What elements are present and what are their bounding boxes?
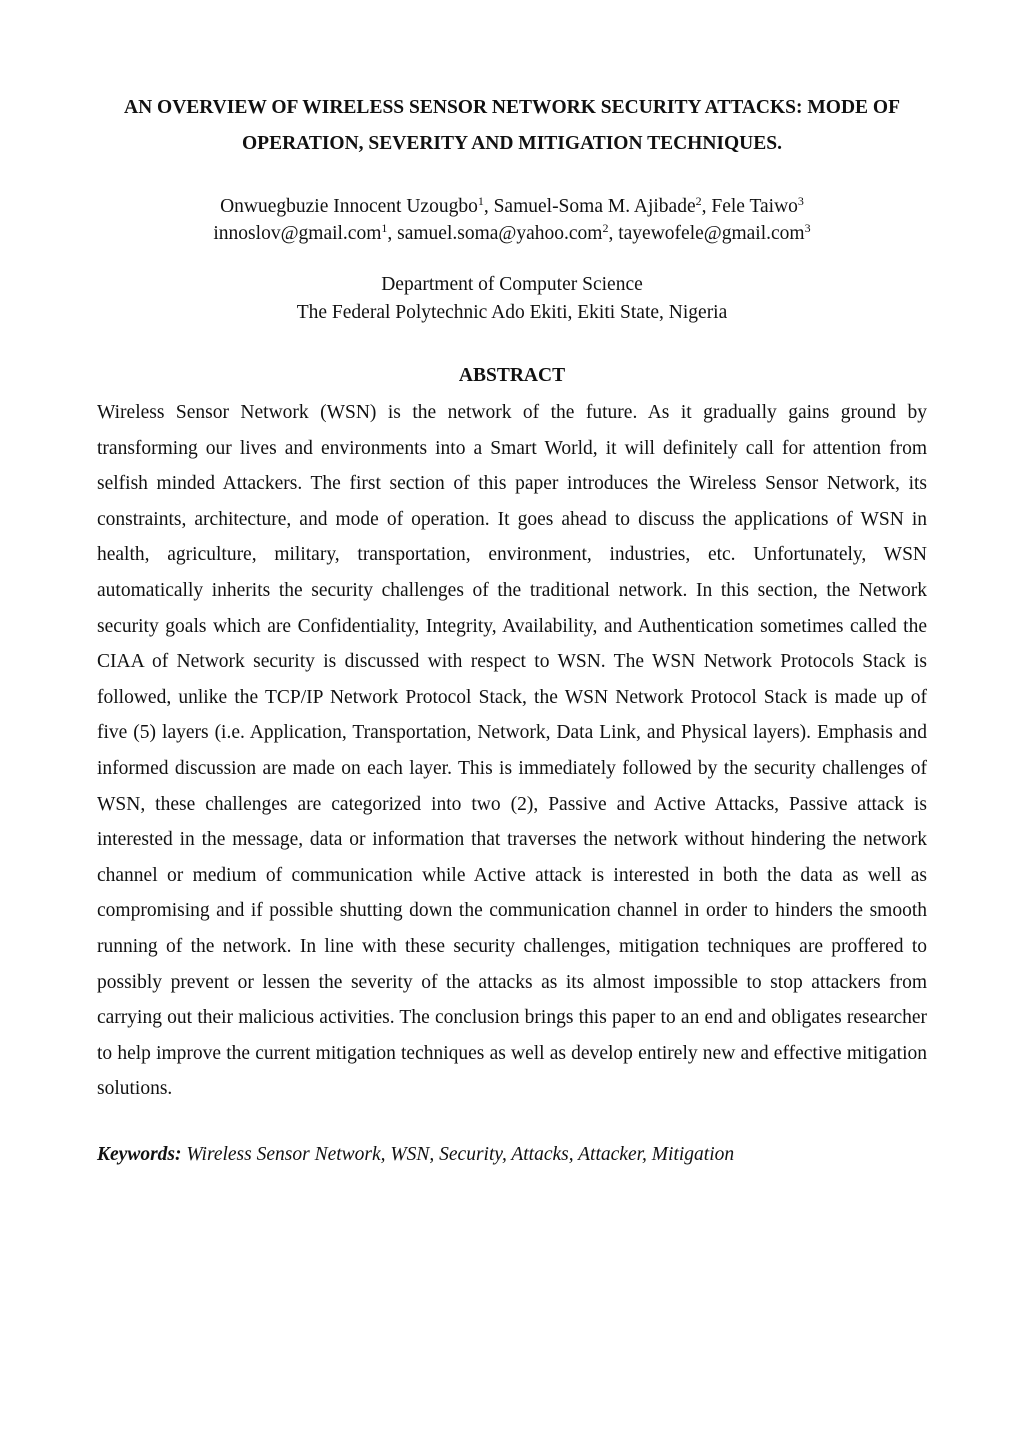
institution: The Federal Polytechnic Ado Ekiti, Ekiti State, Nigeria bbox=[296, 302, 728, 323]
abstract-body: Wireless Sensor Network (WSN) is the network of the future. As it gradually gains ground by transforming our lives and environments into a Smart World, it will definitely call for attention from selfish minded Attackers. The first section of this paper introduces the Wireless Sensor Network, its constraints, architecture, and mode of operation. It goes ahead to discuss the applications of WSN in health, agriculture, military, transportation, environment, industries, etc. Unfortunately, WSN automatically inherits the security challenges of the traditional network. In this section, the Network security goals which are Confidentiality, Integrity, Availability, and Authentication sometimes called the CIAA of Network security is discussed with respect to WSN. The WSN Network Protocols Stack is followed, unlike the TCP/IP Network Protocol Stack, the WSN Network Protocol Stack is made up of five (5) layers (i.e. Application, Transportation, Network, Data Link, and Physical layers). Emphasis and informed discussion are made on each layer. This is immediately followed by the security challenges of WSN, these challenges are categorized into two (2), Passive and Active Attacks, Passive attack is interested in the message, data or information that traverses the network without hindering the network channel or medium of communication while Active attack is interested in both the data as well as compromising and if possible shutting down the communication channel in order to hinders the smooth running of the network. In line with these security challenges, mitigation techniques are proffered to possibly prevent or lessen the severity of the attacks as its almost impossible to stop attackers from carrying out their malicious activities. The conclusion brings this paper to an end and obligates researcher to help improve the current mitigation techniques as well as develop entirely new and effective mitigation solutions. bbox=[97, 402, 927, 1100]
author-email: innoslov@gmail.com bbox=[213, 223, 382, 244]
keywords-text: Wireless Sensor Network, WSN, Security, Attacks, Attacker, Mitigation bbox=[181, 1143, 735, 1165]
authors-block bbox=[97, 193, 927, 247]
author-separator: , bbox=[701, 196, 712, 217]
author-mark: 3 bbox=[797, 194, 804, 208]
email-separator: , bbox=[608, 223, 619, 244]
email-mark: 1 bbox=[381, 221, 388, 235]
department: Department of Computer Science bbox=[381, 274, 643, 295]
author-name: Samuel-Soma M. Ajibade bbox=[493, 196, 696, 217]
title-line-2: OPERATION, SEVERITY AND MITIGATION TECHNIQUES. bbox=[242, 133, 782, 154]
author-mark: 2 bbox=[695, 194, 702, 208]
author-email: samuel.soma@yahoo.com bbox=[397, 223, 603, 244]
author-name: Onwuegbuzie Innocent Uzougbo bbox=[220, 196, 478, 217]
paper-title bbox=[97, 90, 927, 162]
abstract-heading: ABSTRACT bbox=[458, 365, 566, 386]
keywords-label: Keywords: bbox=[97, 1143, 182, 1165]
author-name: Fele Taiwo bbox=[711, 196, 798, 217]
email-separator: , bbox=[387, 223, 398, 244]
keywords-line bbox=[97, 1141, 927, 1169]
affiliation-block bbox=[97, 271, 927, 327]
email-mark: 3 bbox=[804, 221, 811, 235]
title-line-1: AN OVERVIEW OF WIRELESS SENSOR NETWORK SECURITY ATTACKS: MODE OF bbox=[123, 97, 901, 118]
author-emails-line bbox=[97, 220, 927, 247]
author-names-line bbox=[97, 193, 927, 220]
author-separator: , bbox=[483, 196, 494, 217]
author-email: tayewofele@gmail.com bbox=[618, 223, 805, 244]
author-mark: 1 bbox=[477, 194, 484, 208]
email-mark: 2 bbox=[602, 221, 609, 235]
